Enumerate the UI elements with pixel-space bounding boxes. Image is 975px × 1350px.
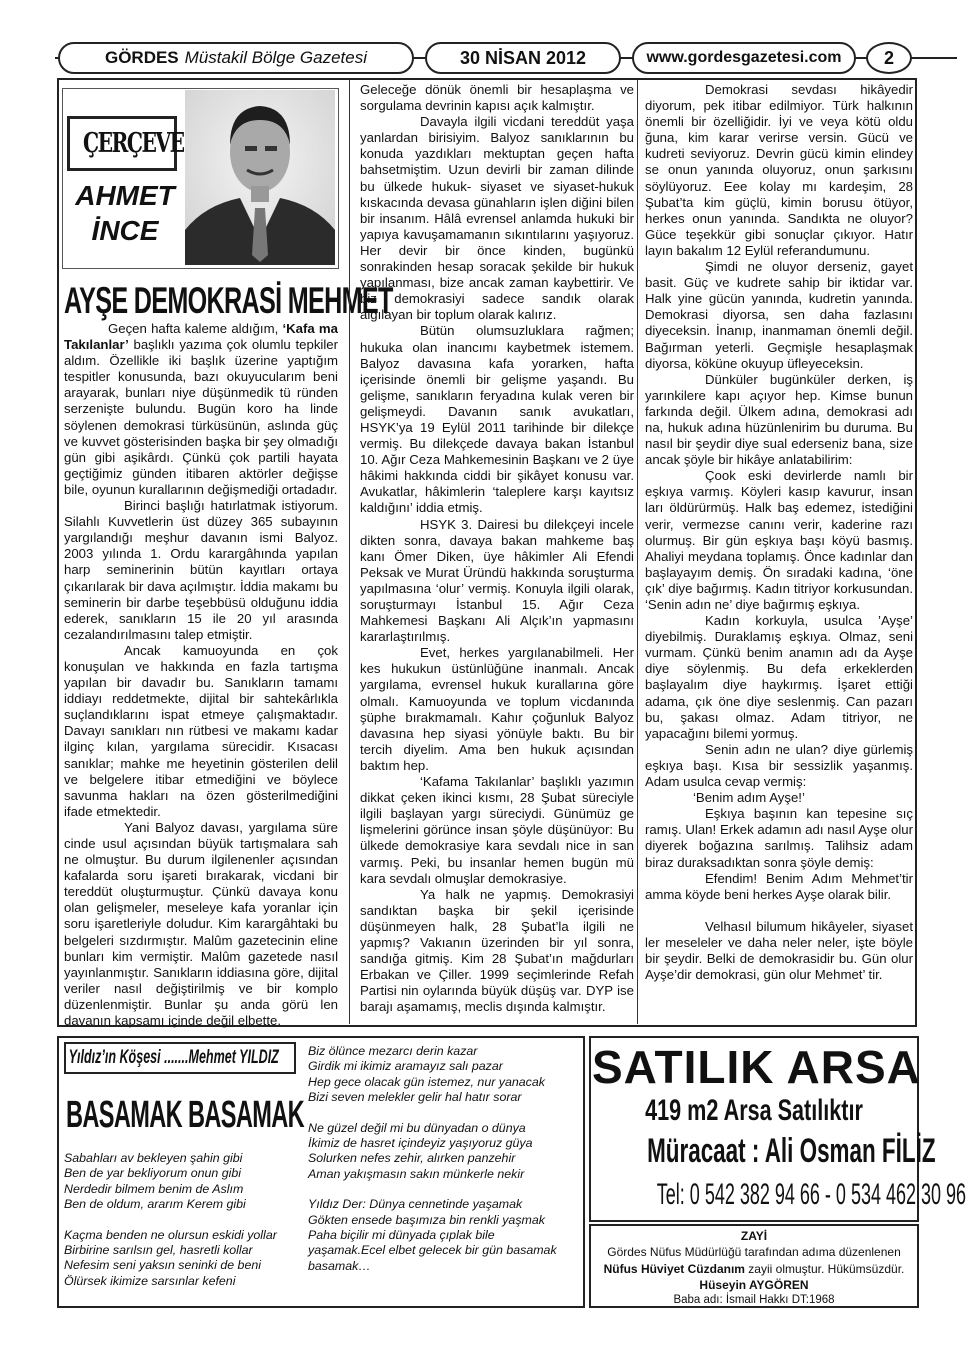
- intro-paragraph: [64, 321, 338, 498]
- ad-title: SATILIK ARSA: [592, 1041, 921, 1093]
- poem-title: BASAMAK BASAMAK: [66, 1094, 305, 1136]
- author-first-name: AHMET: [75, 180, 175, 211]
- cerceve-logo: ÇERÇEVE: [83, 128, 184, 159]
- notice-doc-name: Nüfus Hüviyet Cüzdanım: [603, 1262, 745, 1276]
- article-paragraph: Geleceğe dönük önemli bir hesaplaşma ve sorgulama devrinin kapısı açık kalmıştır.: [360, 82, 634, 114]
- article-paragraph: ‘Kafama Takılanlar’ başlıklı yazımın dikkat çeken ikinci kısmı, 28 Şubat süreciyle ilgili başlayan yargı süreciydi. Günümüz ge lişmelerini görünce insan şöyle düşünüyor: Bu ülkede demokrasiye kara sevdalı nice in san varmış. Peki, bu insanlar hemen bugün mü kara sevdalı olmuşlar demokrasiye.: [360, 774, 634, 886]
- ad-line-2: Müracaat : Ali Osman FİLİZ: [647, 1132, 936, 1170]
- issue-date: 30 NİSAN 2012: [459, 47, 587, 68]
- poem-line: Gökten ensede başımıza bin renkli yaşmak: [308, 1212, 545, 1227]
- article-paragraph: Efendim! Benim Adım Mehmet’tir amma köyde beni herkes Ayşe olarak bilir.: [645, 870, 913, 902]
- article-paragraph: Dünküler bugünküler derken, iş yarınkilere kapı açıyor hep. Kimse bunun farkında değil. Ülkem adına, demokrasi adı na, hukuk adına hüzünlenirim bu duruma. Bu nasıl bir şeydir diye sual ederseniz bana, size ancak şöyle bir hikâye anlatabilirim:: [645, 371, 913, 468]
- poem-stanza: [308, 1044, 573, 1106]
- author-photo: [185, 90, 335, 265]
- notice-name: Hüseyin AYGÖREN: [699, 1278, 809, 1292]
- poem-line: İkimiz de hasret içindeyiz yaşıyoruz güya: [308, 1136, 533, 1151]
- poem-stanza: [64, 1151, 304, 1213]
- article-paragraph: Eşkıya başının kan tepesine sıç ramış. Ulan! Erkek adamın adı nasıl Ayşe olur diyerek boğazına sarılmış. Talihsiz adam biraz duraksadıktan sonra şöyle demiş:: [645, 806, 913, 870]
- website-link[interactable]: www.gordesgazetesi.com: [646, 49, 842, 66]
- paper-subtitle: Müstakil Bölge Gazetesi: [184, 48, 368, 67]
- page-number: 2: [883, 47, 894, 68]
- notice-line-1: Gördes Nüfus Müdürlüğü tarafından adıma düzenlenen: [607, 1245, 901, 1259]
- article-paragraph: Ya halk ne yapmış. Demokrasiyi sandıktan başka bir şekil içerisinde düşünmeyen halk, 28 Şubat’la ilgili ne yapmış? Vakıanın üzerinden bir yıl sonra, sandığa gitmiş. Kim 28 Şubat’ın mağdurları Erbakan ve Çiller. 1999 seçimlerinde Refah Partisi nin oylarında büyük düşüş var. DYP ise barajı aşamamış, meclis dışında kalmıştır.: [360, 886, 634, 1015]
- poem-line: Girdik mi ikimiz aramayız salı pazar: [308, 1059, 503, 1074]
- poem-line: Solurken nefes zehir, alırken panzehir: [308, 1151, 516, 1166]
- poem-line: Nerdedir bilmem benim de Aslım: [64, 1181, 244, 1196]
- article-column-1: [64, 321, 338, 1029]
- article-paragraph: Şimdi ne oluyor derseniz, gayet basit. Güç ve kudrete sahip bir iktidar var. Halk yine gücün yanında, kudretin yanında. Demokrasi diyorsa, sen daha fazlasını diyeceksin. İnanıp, inanmaman önemli değil. Bağırman yeterli. Geçmişle hesaplaşmak diyorsa, köküne okuyup üfleyeceksin.: [645, 259, 913, 371]
- poem-line: Birbirine sarılsın gel, hasretli kollar: [64, 1243, 253, 1258]
- poem-right: [308, 1044, 573, 1274]
- notice-line-2: [592, 1262, 916, 1276]
- poem-line: Aman yakışmasın sakın münkerle nekir: [308, 1166, 525, 1181]
- article-paragraph: ‘Benim adım Ayşe!’: [693, 790, 805, 806]
- paper-name: GÖRDES: [104, 48, 179, 67]
- column-divider: [637, 80, 638, 1024]
- article-paragraph: Senin adın ne ulan? diye gürlemiş eşkıya başı. Kısa bir sessizlik yaşanmış. Adam usulca cevap vermiş:: [645, 741, 913, 790]
- author-last-name: İNCE: [91, 215, 159, 246]
- intro-rest: başlıklı yazıma çok olumlu tepkiler aldım. Özellikle iki başlık üzerine yaptığım tespitler konusunda, bazı okuyucularım beni arayarak, bunları niye düşünmedik tü ründen serzenişte bulundu. Bugün koro ha linde söylenen demokrasi türküsünün, aslında güç ve kuvvet gösterisinden başka bir şey olmadığı gün gibi aşikârdı. Çünkü çok partili hayata geçtiğimiz günden itibaren aktörler değişse bile, oyunun kurallarının değişmediği ortadadır.: [64, 337, 338, 497]
- kose-title: Yıldız’ın Köşesi .......Mehmet YILDIZ: [68, 1047, 279, 1068]
- notice-title: ZAYİ: [740, 1229, 768, 1243]
- poem-stanza: [64, 1228, 304, 1290]
- website-pill: [632, 42, 856, 74]
- article-paragraph: Demokrasi sevdası hikâyedir diyorum, pek itibar edilmiyor. Türk halkının önemli bir özelliğidir. İyi ve veya kötü oldu ğuna, kim karar verirse versin. Gücü ve kudreti seviyoruz. Devrin gücü kimin elindey se onun yanında oluyoruz, onun şarkısını söylüyoruz. Eee kolay mı kardeşim, 28 Şubat’ta kim güçlü, kimin borusu ötüyor, herkes onun yanında. Sandıkta ne oluyor? Güce teşekkür gibi sonuçlar çıkıyor. Hatır layın bakalım 12 Eylül referandumunu.: [645, 82, 913, 258]
- intro-text: Geçen hafta kaleme aldığım,: [108, 321, 283, 336]
- poem-line: Paha biçilir mi dünyada çıplak bile yaşamak.Ecel elbet gelecek bir gün basamak basamak…: [308, 1228, 557, 1273]
- poem-stanza: [308, 1121, 573, 1183]
- poem-line: Sabahları av bekleyen şahin gibi: [64, 1151, 243, 1165]
- poem-line: Nefesim seni yaksın seninki de beni: [64, 1258, 261, 1273]
- article-paragraph: Kadın korkuyla, usulca ’Ayşe’ diyebilmiş. Duraklamış eşkıya. Olmaz, seni vurmam. Çünkü benim anamın adı da Ayşe diye söylenmiş. Bu defa erkeklerden başlayalım diye haykırmış. İşaret ettiği adama, çık öne diye seslenmiş. Can pazarı bu, şakası olmaz. Adam titriyor, ne yapacağını bilemi yormuş.: [645, 613, 913, 741]
- ad-line-1: 419 m2 Arsa Satılıktır: [645, 1094, 863, 1127]
- article-column-3: [645, 82, 913, 983]
- poem-line: Biz ölünce mezarcı derin kazar: [308, 1044, 478, 1058]
- intro-quote: ‘Kafa ma Takılanlar’: [64, 321, 338, 353]
- article-paragraph: HSYK 3. Dairesi bu dilekçeyi incele dikten sonra, davaya bakan mahkeme baş kanı Ömer Diken, üye hâkimler Ali Efendi Peksak ve Murat Üründü hakkında soruşturma yapılmasına ‘olur’ vermiş. Konuyla ilgili olarak, soruşturmayı İstanbul 15. Ağır Ceza Mahkemesi Başkanı Ali Alçık’ın yapmasını kararlaştırılmış.: [360, 516, 634, 645]
- article-paragraph: Evet, herkes yargılanabilmeli. Her kes hukukun üstünlüğüne inanmalı. Ancak yargılama, evrensel hukuk kurallarına göre olmalı. Kamuoyunda ve toplum vicdanında şüphe bırakmamalı. Kahır çoğunluk Balyoz davasına hep siyasi yönüyle baktı. Bu bir tercih diyelim. Ama ben hukuk açısından baktım hep.: [360, 645, 634, 773]
- poem-line: Ne güzel değil mi bu dünyadan o dünya: [308, 1120, 526, 1135]
- notice-doc-rest: zayii olmuştur. Hükümsüzdür.: [744, 1262, 905, 1276]
- article-paragraph: Davayla ilgili vicdani tereddüt yaşa yanlardan birisiyim. Balyoz sanıklarının bu konuda yazdıkları mektuptan geçen hafta bahsetmiştim. Uzun devirli bir zaman dilinde bu ülkede hukuk- siyaset ve siyaset-hukuk kıskacında devasa günahların işlen diğini bilen bir insanım. Hâlâ evrensel anlamda hukuki bir yapıya kavuşamamanın sıkıntılarını yaşıyoruz. Her devir bir önce kinden, bugünkü sonrakinden hesap soracak şekilde bir hukuk yapılanması, bize ancak zaman kaybettirir. Ve biz demokrasiyi sadece sandık olarak algılayan bir toplum olarak kalırız.: [360, 114, 634, 323]
- article-paragraph: Çook eski devirlerde namlı bir eşkıya varmış. Köyleri kasıp kavurur, insan ları öldürürmüş. Halk baş edemez, istediğini verir, vermezse canını verir, kaderine razı olurmuş. Bir gün eşkıya başı köyü basmış. Ahaliyi meydana toplamış. Önce kadınlar dan başlayayım demiş. Ön sıradaki kadına, ‘öne çık’ diye bağırmış. Kadın titriyor korkusundan. ‘Senin adın ne’ diye bağırmış eşkıya.: [645, 468, 913, 612]
- ad-phone: Tel: 0 542 382 94 66 - 0 534 462 30 96: [656, 1178, 967, 1211]
- article-paragraph: Velhasıl bilumum hikâyeler, siyaset ler meseleler ve daha neler neler, işte böyle bir şeydir. Belki de demokrasidir bu. Gün olur Ayşe’dir demokrasi, gün olur Mehmet’ tir.: [645, 918, 913, 983]
- poem-line: Bizi seven melekler gelir hal hatır sorar: [308, 1090, 522, 1105]
- poem-line: Ben de yar bekliyorum onun gibi: [64, 1166, 242, 1181]
- article-paragraph: Ancak kamuoyunda en çok konuşulan ve hakkında en fazla tartışma yapılan bir davadır bu. Sanıkların tamamı iddiayı reddetmekte, dijital bir sahtekârlıkla suçlandıklarını ispat etmeye çalışmaktadır. Davayı sanıkları nın rütbesi ve makamı kadar ilginç kılan, yargılama sürecidir. Kısacası sanıklar; mahke me heyetinin gösterilen delil ve belgelere itibar etmediğini ve böylece savunma hakları na özen gösterilmediğini ifade etmektedir.: [64, 642, 338, 819]
- poem-line: Kaçma benden ne olursun eskidi yollar: [64, 1227, 277, 1242]
- poem-line: Ben de oldum, ararım Kerem gibi: [64, 1197, 246, 1212]
- article-paragraph: Bütün olumsuzluklara rağmen; hukuka olan inancımı kaybetmek istemem. Balyoz davasına kafa yorarken, hafta içerisinde önemli bir gelişme yaşandı. Bu gelişme, sanıkların feryadına kulak veren bir gelişmeydi. Davanın sanık avukatları, HSYK’ya 19 Eylül 2011 tarihinde bir dilekçe vermiş. Bu dilekçede davaya bakan İstanbul 10. Ağır Ceza Mahkemesinin Başkanı ve 2 üye hâkimi hakkında ciddi bir şikâyet konusu var. Avukatlar, hâkimlerin ‘taleplere karşı kayıtsız kaldığını’ iddia etmiş.: [360, 323, 634, 516]
- poem-stanza: [308, 1197, 573, 1274]
- headline: AYŞE DEMOKRASİ MEHMET: [64, 280, 393, 321]
- notice-detail: Baba adı: İsmail Hakkı DT:1968: [673, 1294, 835, 1306]
- poem-line: Hep gece olacak gün istemez, nur yanacak: [308, 1074, 545, 1089]
- page-number-pill: [866, 42, 912, 74]
- date-pill: [425, 42, 621, 74]
- article-paragraph: Yani Balyoz davası, yargılama süre cinde usul açısından büyük tartışmalara sah ne olmuştur. Bu durum ilgilenenler açısından kafalarda soru işareti bırakarak, vicdani bir tereddüt oluşturmuştur. Çünkü davaya konu olan gelişmeler, meseleye kafa yoranlar için soru işaretleriyle doludur. Kim karargâhtaki bu belgeleri sızdırmıştır. Malûm gazetecinin eline bunları kim vermiştir. Malûm gazetede nasıl yayınlanmıştır. Sanıkların iddiasına göre, dijital veriler nasıl değiştirilmiş ve bir komplo düzenlenmiştir. Bunlar şu anda görü len davanın kapsamı içinde değil elbette.: [64, 819, 338, 1029]
- kose-title-box: [64, 1042, 296, 1074]
- poem-line: Yıldız Der: Dünya cennetinde yaşamak: [308, 1197, 523, 1212]
- column-divider: [349, 80, 350, 1024]
- poem-line: Ölürsek ikimize sarsınlar kefeni: [64, 1273, 236, 1288]
- masthead-pill: [58, 42, 414, 74]
- article-paragraph: Birinci başlığı hatırlatmak istiyorum. Silahlı Kuvvetlerin üst düzey 365 subayının yargılandığı meşhur davanın ismi Balyoz. 2003 yılında 1. Ordu karargâhında yapılan harp seminerinin bütün kayıtları ortaya çıkarılarak bir dava açılmıştır. İddia makamı bu seminerin bir darbe teşebbüsü olduğunu iddia ederek, sanıkların 15 ile 20 yıl arasında cezalandırılmasını talep etmiştir.: [64, 498, 338, 642]
- cerceve-logo-box: [67, 116, 184, 171]
- poem-left: [64, 1151, 304, 1289]
- article-column-2: [360, 82, 634, 1015]
